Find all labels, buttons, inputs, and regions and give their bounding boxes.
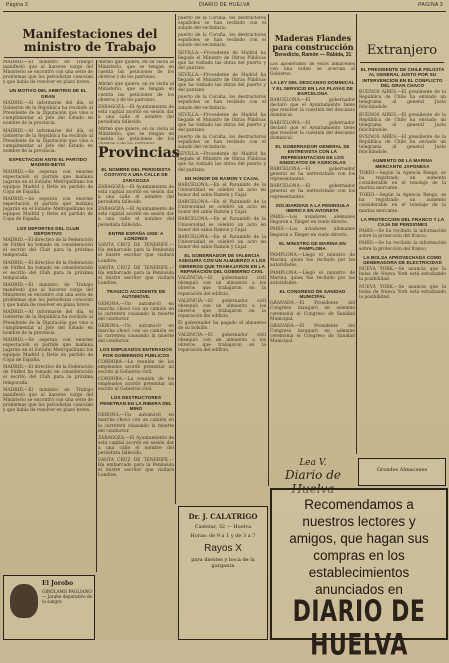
article-paragraph: CORDOBA.—La reunión de los empleados acordó presentar un escrito al Gobierno civil.: [98, 359, 174, 376]
article-subhead: LOS DESTRUCTORES PENETRAN EN LA RIBERA DEL MINO: [100, 395, 172, 412]
article-paragraph: SEVILLA.—Procedente de Madrid ha llegado el Ministro de Obras Públicas que ha visitado las obras del puerto y del pantano.: [178, 72, 266, 94]
headline-manifestaciones: Manifestaciones del ministro de Trabajo: [22, 27, 158, 54]
article-paragraph: MADRID.—Se esperan con enorme expectación el partido que mañana jugarán en el Estadio Metropolitano los equipos Madrid y Betis en partido de Copa de España.: [3, 337, 93, 364]
article-paragraph: TOKIO.—Según la Agencia Rengo, se ha registrado un aumento considerable en el tonelaje de la marina mercante.: [359, 170, 446, 192]
article-paragraph: PARIS.—Los aviadores alemanes llegaron a Tánger en vuelo directo.: [270, 215, 355, 226]
article-paragraph: SANTA CRUZ DE TENERIFE.—Ha embarcado para la Península el ilustre escritor que visitará Londres.: [98, 458, 174, 479]
article-paragraph: MADRID.—El directivo de la Federación de Fútbol ha tomado en consideración el escrito del Club para la próxima temporada.: [3, 238, 93, 259]
article-paragraph: MADRID.—Se esperan con enorme expectación el partido que mañana jugarán en el Estadio Metropolitano los equipos Madrid y Betis en partido de Copa de España.: [3, 197, 93, 223]
article-paragraph: puerto de la Coruña, los destructores españoles se han recibido con el saludo del vecindario.: [178, 95, 266, 111]
article-paragraph: BUENOS AIRES.—El presidente de la República de Chile ha enviado un telegrama al general Justo felicitándole.: [359, 90, 446, 111]
article-paragraph: PARIS.—Los aviadores alemanes llegaron a Tánger en vuelo directo.: [270, 227, 355, 238]
column-divider: [175, 14, 176, 504]
page-number-right: PAGINA 3: [418, 2, 443, 8]
column-1: [3, 60, 93, 572]
ad-calatrigo-rayos: Rayos X: [204, 543, 242, 554]
article-paragraph: NUEVA YORK.—Se anuncia que la bolsa de Nueva York está estudiando la posibilidad.: [359, 267, 446, 283]
article-paragraph: BUENOS AIRES.—El presidente de la República de Chile ha enviado un telegrama al general Justo felicitándole.: [359, 134, 446, 156]
article-paragraph: BARCELONA.—El gobernador general se ha entrevistado con los representantes.: [270, 167, 355, 183]
article-paragraph: puerto de la Coruña, los destructores españoles se han recibido con el saludo del vecindario.: [178, 16, 266, 32]
page-number-left: Página 2: [6, 2, 29, 8]
article-paragraph: MADRID.—El directivo de la Federación de Fútbol ha tomado en consideración el escrito del Club para la próxima temporada.: [3, 260, 93, 281]
column-4: [270, 62, 355, 456]
article-paragraph: MADRID.—El ministro de Trabajo manifestó que al hacerse cargo del Ministerio se encontró con una serie de problemas que los periodistas conocían y que había de resolver en plazo breve.: [3, 387, 93, 414]
ad-jorobo-subtitle: GIROLAMO PAGLIANO — Jarabe depurativo de la sangre: [42, 589, 93, 604]
ad-calatrigo-address: Castelar, 32 — Huelva: [194, 524, 252, 530]
article-paragraph: puerto de la Coruña, los destructores españoles se han recibido con el saludo del vecindario.: [178, 33, 266, 49]
article-paragraph: El gobernador ha pagado el almuerzo de su bolsillo.: [178, 320, 266, 332]
article-paragraph: CORDOBA.—La reunión de los empleados acordó presentar un escrito al Gobierno civil.: [98, 377, 174, 393]
ad-jorobo: [3, 575, 95, 640]
masthead-title: DIARIO DE HUELVA: [198, 2, 250, 8]
ad-calatrigo: [178, 506, 268, 640]
masthead: [0, 0, 449, 10]
article-paragraph: GRANADA.—El Presidente del Congreso inauguró en solemne ceremonia el Congreso de Sanidad Municipal.: [270, 301, 355, 322]
article-paragraph: ZARAGOZA.—El Ayuntamiento de esta capital acordó en sesión dar a una calle el nombre del periodista fallecido.: [98, 104, 174, 126]
article-paragraph: MADRID.—Al informarse del día, el Gobierno de la República ha recibido al Presidente de la Diputación que vino a cumplimentar al Jefe del Estado en nombre de la provincia.: [3, 128, 93, 154]
ad-small-right: [358, 458, 446, 486]
article-subhead: EN HONOR DE RAMON Y CAJAL: [184, 175, 260, 181]
article-paragraph: Los apoderados de estos almacenes con una orden se acercan al Gobierno.: [270, 62, 355, 78]
ad-small-right-text: Grandes Almacenes: [376, 467, 428, 473]
article-paragraph: SEVILLA.—Procedente de Madrid ha llegado el Ministro de Obras Públicas que ha visitado las obras del puerto y del pantano.: [178, 50, 266, 71]
ad-calatrigo-title: Dr. J. CALATRIGO: [188, 512, 258, 521]
article-paragraph: SEVILLA.—Procedente de Madrid ha llegado el Ministro de Obras Públicas que ha visitado las obras del puerto y del pantano.: [178, 112, 266, 133]
article-paragraph: PARIS.—Se ha recibido la información sobre la protección del franco.: [359, 229, 446, 240]
headline-provincias: Provincias: [98, 145, 180, 161]
article-subhead: EL NOMBRE DEL PERIODISTA COSTAYO A UNA CALLE DE ZARAGOZA: [101, 167, 171, 183]
article-subhead: ENTRE ESPAÑA 1936: A LONDRES: [108, 230, 164, 241]
article-subhead: EL PRESIDENTE DE CHILE FELICITA AL GENERAL JUSTO POR SU INTERVENCION EN EL CONFLICTO DEL GRAN CHACO: [360, 67, 445, 88]
ad-lea-line1: Lea V.: [299, 458, 327, 468]
maderas-subline: Benedicto, Ramón — Rábida, 31: [274, 52, 352, 58]
article-paragraph: BUENOS AIRES.—El presidente de la República de Chile ha enviado un telegrama al general Justo felicitándole.: [359, 112, 446, 133]
article-paragraph: GERONA.—Un automóvil en marcha chocó con un camión en la carretera causando la muerte del conductor.: [98, 323, 174, 345]
article-paragraph: SANTA CRUZ DE TENERIFE.—Ha embarcado para la Península el ilustre escritor que visitará Londres.: [98, 265, 174, 286]
article-subhead: TRAGICO ACCIDENTE DE AUTOMOVIL: [106, 288, 166, 300]
article-paragraph: VALENCIA.—El gobernador civil obsequió con un almuerzo a los obreros que trabajaron en la reparación del edificio.: [178, 333, 266, 354]
article-paragraph: Afirmó que quiere, en su visita al Ministerio, que se tengan en cuenta las peticiones de los: [98, 127, 174, 143]
article-subhead: LOS EMPLEADOS ENTERADOS POR GOBIERNOS PUBLICOS: [99, 347, 173, 358]
headline-rule: [4, 57, 174, 58]
article-paragraph: GERONA.—Un automóvil en marcha chocó con un camión en la carretera causando la muerte del conductor.: [98, 413, 174, 434]
article-paragraph: GERONA.—Un automóvil en marcha chocó con un camión en la carretera causando la muerte del conductor.: [98, 301, 174, 322]
ad-calatrigo-tail: para dientes y boca de la garganta: [191, 557, 255, 569]
ad-lea-line2: Diario de Huelva: [284, 468, 341, 496]
article-subhead: EL CONGRESO DE SANIDAD MUNICIPAL: [279, 288, 346, 300]
article-paragraph: SEVILLA.—Procedente de Madrid ha llegado el Ministro de Obras Públicas que ha visitado las obras del puerto y del pantano.: [178, 152, 266, 173]
article-subhead: SOLIDARIDAD A LA PENINSULA IBERICA EN AVIONETA: [275, 202, 350, 213]
jorobo-portrait-icon: [10, 584, 38, 618]
article-paragraph: BARCELONA.—El gobernador general se ha entrevistado con los representantes.: [270, 184, 355, 200]
article-paragraph: PAMPLONA.—Llegó el ministro de Marina, quien fue recibido por las autoridades.: [270, 270, 355, 286]
article-paragraph: BARCELONA.—En el Paraninfo de la Universidad se celebró un acto en honor del sabio Ramón y Cajal.: [178, 234, 266, 250]
article-paragraph: puerto de la Coruña, los destructores españoles se han recibido con el saludo del vecindario.: [178, 134, 266, 151]
masthead-rule: [3, 11, 446, 12]
article-paragraph: BARCELONA.—En el Paraninfo de la Universidad se celebró un acto en honor del sabio Ramón y Cajal.: [178, 217, 266, 233]
article-subhead: LA BOLSA APROVECHADA COMO GENERADORA DE ELECTRICIDAD: [363, 254, 442, 265]
column-2: [98, 164, 174, 572]
article-paragraph: ZARAGOZA.—El Ayuntamiento de esta capital acordó en sesión dar a una calle el nombre del periodista fallecido.: [98, 184, 174, 206]
article-paragraph: SANTA CRUZ DE TENERIFE.—Ha embarcado para la Península el ilustre escritor que visitará Londres.: [98, 243, 174, 264]
article-paragraph: Afirmó que quiere, en su visita al Ministerio, que se tengan en cuenta las peticiones de los obreros y de los patronos.: [98, 60, 174, 81]
article-paragraph: Afirmó que quiere, en su visita al Ministerio, que se tengan en cuenta las peticiones de los obreros y de los patronos.: [98, 82, 174, 103]
ad-calatrigo-hours: Horas: de 9 a 1 y de 3 a 7: [190, 533, 256, 539]
article-subhead: LOS DEPORTES DEL CLUB DEPORTIVO: [16, 225, 80, 236]
column-divider: [268, 14, 269, 486]
ad-diario-de-huelva: [270, 488, 448, 663]
ad-huelva-brand: DIARIO DE HUELVA: [292, 595, 426, 663]
article-paragraph: MADRID.—Se esperan con enorme expectación el partido que mañana jugarán en el Estadio Metropolitano los equipos Madrid y Betis en partido de Copa de España.: [3, 169, 93, 195]
article-paragraph: BARCELONA.—El gobernador declaró que el Ayuntamiento tiene que resolver la cuestión del descanso dominical.: [270, 98, 355, 119]
article-paragraph: GRANADA.—El Presidente del Congreso inauguró en solemne ceremonia el Congreso de Sanidad Municipal.: [270, 323, 355, 345]
article-paragraph: VALENCIA.—El gobernador civil obsequió con un almuerzo a los obreros que trabajaron en la reparación del edificio.: [178, 298, 266, 319]
article-paragraph: MADRID.—El directivo de la Federación de Fútbol ha tomado en consideración el escrito del Club para la próxima temporada.: [3, 365, 93, 386]
column-5: [359, 64, 446, 456]
article-paragraph: ZARAGOZA.—El Ayuntamiento de esta capital acordó en sesión dar a una calle el nombre del periodista fallecido.: [98, 435, 174, 457]
column-3: [178, 16, 266, 504]
article-subhead: UN MOTIVO DEL ARBITRIO DE EL GRAN: [9, 88, 87, 99]
article-paragraph: BARCELONA.—En el Paraninfo de la Universidad se celebró un acto en honor del sabio Ramón y Cajal.: [178, 200, 266, 216]
column-2-top: [98, 60, 174, 144]
article-paragraph: BARCELONA.—En el Paraninfo de la Universidad se celebró un acto en honor del sabio Ramón y Cajal.: [178, 182, 266, 199]
article-subhead: EL GOBERNADOR DE VALENCIA ASEGURA CON UN ALMUERZO A LOS OBREROS QUE TRABAJARON EN LA REPARACION DEL GOBIERNO CIVIL: [178, 253, 266, 274]
ad-huelva-message: Recomendamos a nuestros lectores y amigos, que hagan sus compras en los establecimientos anunciados en: [289, 497, 429, 597]
headline-rule: [360, 62, 444, 63]
article-paragraph: PAMPLONA.—Llegó el ministro de Marina, quien fue recibido por las autoridades.: [270, 253, 355, 269]
column-divider: [96, 60, 97, 572]
headline-maderas: Maderas Flandes para construcción: [272, 33, 354, 52]
article-paragraph: MADRID.—Al informarse del día, el Gobierno de la República ha recibido al Presidente de la Diputación que vino a cumplimentar al Jefe del Estado en nombre de la provincia.: [3, 101, 93, 127]
article-paragraph: MADRID.—El ministro de Trabajo manifestó que al hacerse cargo del Ministerio se encontró con una serie de problemas que los periodistas conocían y que había de resolver en plazo breve.: [3, 282, 93, 309]
article-paragraph: VALENCIA.—El gobernador civil obsequió con un almuerzo a los obreros que trabajaron en la reparación del edificio.: [178, 276, 266, 297]
article-paragraph: MADRID.—Al informarse del día, el Gobierno de la República ha recibido al Presidente de la Diputación que vino a cumplimentar al Jefe del Estado en nombre de la provincia.: [3, 310, 93, 336]
headline-extranjero: Extranjero: [366, 43, 438, 58]
article-subhead: LA LEY DEL DESCANSO DOMINICAL Y EL SERVICIO EN LAS PLAYAS DE BARCELONA: [270, 80, 355, 96]
article-paragraph: MADRID.—El ministro de Trabajo manifestó que al hacerse cargo del Ministerio se encontró con una serie de problemas que los periodistas conocían y que había de resolver en plazo breve.: [3, 60, 93, 86]
article-subhead: AUMENTO DE LA MARINA MERCANTE JAPONESA: [372, 158, 433, 169]
article-subhead: LA PROTECCION DEL FRANCO Y LA CAJA DE PENSIONES: [360, 216, 445, 227]
article-paragraph: PARIS.—Se ha recibido la información sobre la protección del franco.: [359, 241, 446, 252]
article-subhead: EL MINISTRO DE MARINA EN PAMPLONA: [279, 240, 346, 251]
article-subhead: EL GOBERNADOR GENERAL SE ENTREVISTA CON LA REPRESENTACION DE LOS SINDICATOS DE AGRICOLAS: [275, 143, 350, 165]
article-paragraph: NUEVA YORK.—Se anuncia que la bolsa de Nueva York está estudiando la posibilidad.: [359, 284, 446, 300]
article-paragraph: BARCELONA.—El gobernador declaró que el Ayuntamiento tiene que resolver la cuestión del descanso dominical.: [270, 120, 355, 141]
column-divider: [356, 14, 357, 454]
article-subhead: EXPECTACION ANTE EL PARTIDO MADRID-BETIS: [9, 157, 87, 168]
article-paragraph: ZARAGOZA.—El Ayuntamiento de esta capital acordó en sesión dar a una calle el nombre del periodista fallecido.: [98, 207, 174, 228]
article-paragraph: TOKIO.—Según la Agencia Rengo, se ha registrado un aumento considerable en el tonelaje de la marina mercante.: [359, 193, 446, 214]
ad-jorobo-title: El Jorobo: [42, 580, 74, 587]
